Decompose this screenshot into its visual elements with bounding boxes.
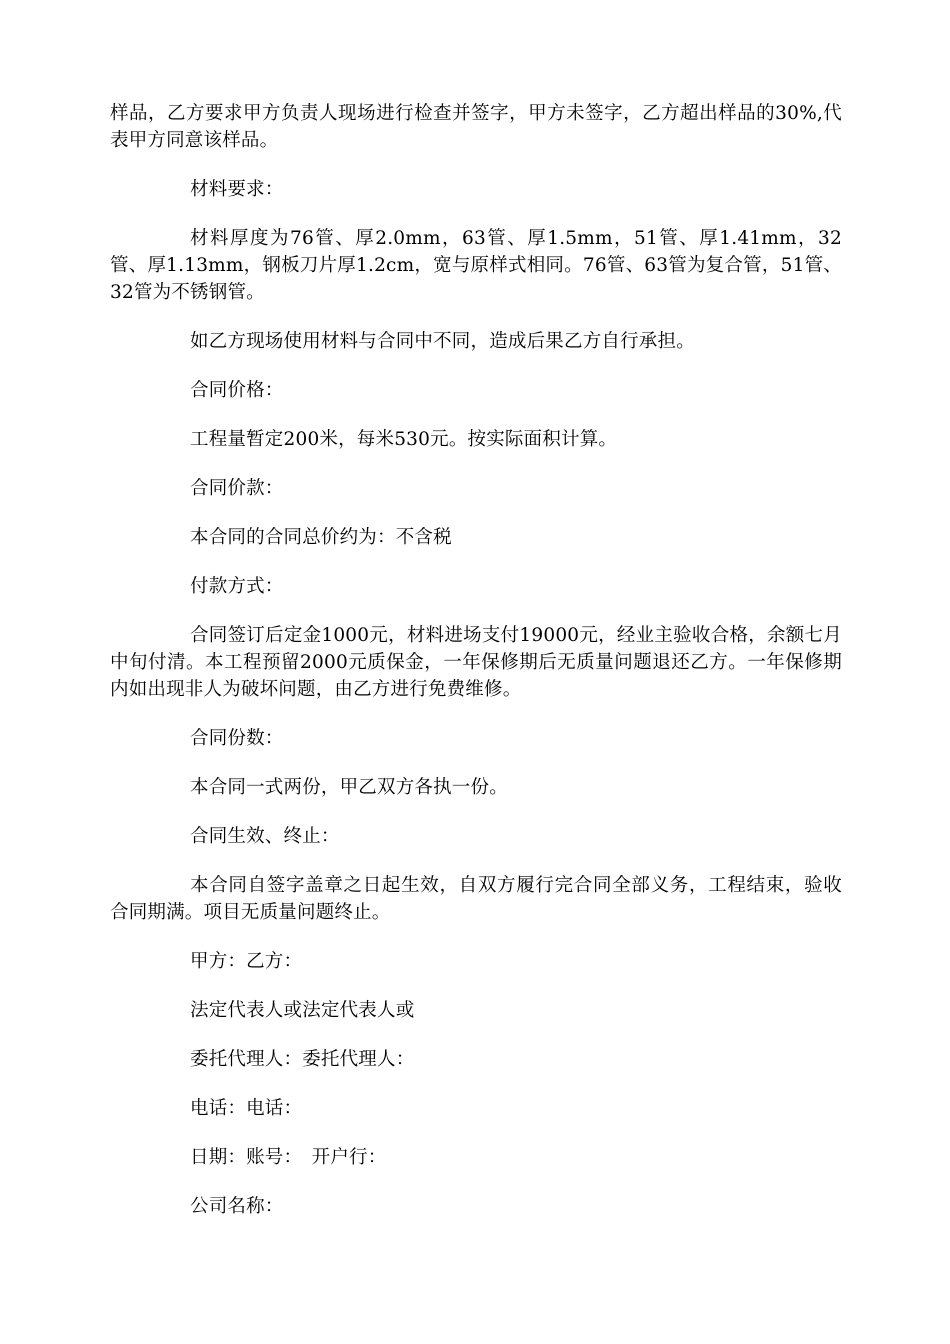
signature-legal-rep-line: 法定代表人或法定代表人或 [190,1000,415,1021]
paragraph-material-liability: 如乙方现场使用材料与合同中不同，造成后果乙方自行承担。 [190,331,695,352]
heading-material-requirements: 材料要求： [190,179,284,200]
heading-contract-copies: 合同份数： [190,728,284,749]
paragraph-copies: 本合同一式两份，甲乙双方各执一份。 [190,777,508,798]
paragraph-material-thickness: 材料厚度为76管、厚2.0mm，63管、厚1.5mm，51管、厚1.41mm，32管、厚1.13mm，钢板刀片厚1.2cm，宽与原样式相同。76管、63管为复合管，51管、32管为不锈钢管。 [110,228,842,303]
paragraph-payment-terms: 合同签订后定金1000元，材料进场支付19000元，经业主验收合格，余额七月中旬付清。本工程预留2000元质保金，一年保修期后无质量问题退还乙方。一年保修期内如出现非人为破坏问题，由乙方进行免费维修。 [110,625,842,700]
heading-payment-method: 付款方式： [190,576,284,597]
signature-date-account-line: 日期：账号： 开户行： [190,1147,387,1168]
document-page [110,100,842,1242]
signature-agent-line: 委托代理人：委托代理人： [190,1049,415,1070]
heading-contract-amount: 合同价款： [190,478,284,499]
heading-contract-price: 合同价格： [190,380,284,401]
heading-effect-termination: 合同生效、终止： [190,826,340,847]
signature-party-line: 甲方：乙方： [190,951,303,972]
paragraph-effect-termination: 本合同自签字盖章之日起生效，自双方履行完合同全部义务，工程结束，验收合同期满。项目无质量问题终止。 [110,875,842,923]
signature-company-line: 公司名称： [190,1196,284,1217]
signature-phone-line: 电话：电话： [190,1098,303,1119]
paragraph-total-price: 本合同的合同总价约为：不含税 [190,527,452,548]
paragraph-sample-clause: 样品，乙方要求甲方负责人现场进行检查并签字，甲方未签字，乙方超出样品的30%,代表甲方同意该样品。 [110,103,842,151]
paragraph-quantity-price: 工程量暂定200米，每米530元。按实际面积计算。 [190,429,618,450]
